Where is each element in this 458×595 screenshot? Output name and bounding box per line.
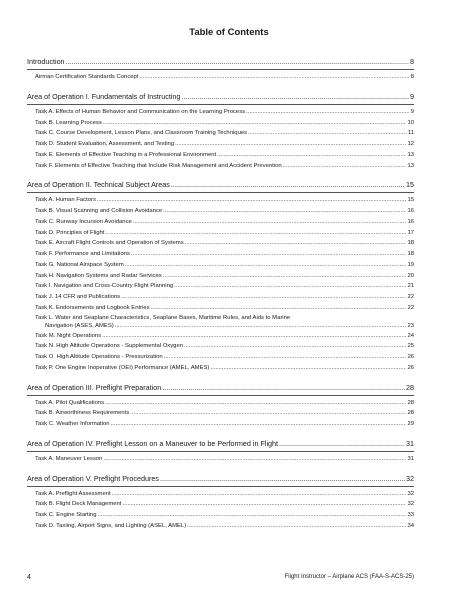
dot-leader (112, 489, 407, 500)
toc-entry[interactable] (27, 314, 414, 331)
toc-section (27, 374, 414, 430)
entry-title: Task F. Elements of Effective Teaching that Include Risk Management and Accident Prevention (35, 162, 282, 169)
toc-entry[interactable] (27, 206, 414, 217)
entry-page-number: 32 (407, 501, 414, 508)
entry-page-number: 13 (407, 151, 414, 158)
dot-leader (102, 331, 406, 342)
toc-section (27, 430, 414, 465)
entry-title: Task A. Effects of Human Behavior and Communication on the Learning Process (35, 108, 246, 115)
toc-entry[interactable] (27, 195, 414, 206)
entry-page-number: 19 (407, 261, 414, 268)
dot-leader (246, 107, 410, 118)
entry-title: Task H. Navigation Systems and Radar Services (35, 272, 162, 279)
toc-entry[interactable] (27, 303, 414, 314)
entry-title: Task A. Human Factors (35, 197, 96, 204)
toc-section (27, 465, 414, 532)
entry-title-continued: Navigation (ASES, AMES) (45, 322, 114, 329)
dot-leader (133, 217, 407, 228)
page-footer (27, 574, 414, 581)
toc-section-heading[interactable] (27, 382, 414, 394)
dot-leader (164, 352, 407, 363)
dot-leader (105, 228, 406, 239)
toc-entry[interactable] (27, 228, 414, 239)
toc-section-heading[interactable] (27, 473, 414, 485)
dot-leader (184, 341, 406, 352)
entry-page-number: 24 (407, 332, 414, 339)
entry-title: Task B. Learning Process (35, 119, 102, 126)
section-title: Area of Operation V. Preflight Procedures (27, 473, 159, 483)
toc-entry[interactable] (27, 139, 414, 150)
dot-leader (163, 271, 407, 282)
section-gap (27, 171, 414, 179)
entry-title: Task A. Pilot Qualifications (35, 399, 105, 406)
table-of-contents (27, 56, 414, 532)
toc-entry[interactable] (27, 341, 414, 352)
dot-leader (248, 128, 407, 139)
entry-title: Task C. Engine Starting (35, 512, 97, 518)
entry-page-number: 8 (410, 74, 414, 80)
entry-page-number: 26 (407, 354, 414, 360)
entry-title: Task G. National Airspace System (35, 261, 124, 268)
entry-page-number: 34 (407, 522, 414, 529)
dot-leader (111, 419, 407, 430)
dot-leader (115, 322, 407, 331)
dot-leader (217, 150, 406, 161)
entry-page-number: 21 (407, 283, 414, 290)
dot-leader (187, 521, 406, 532)
toc-entry[interactable] (27, 72, 414, 83)
entry-page-number: 16 (407, 208, 414, 214)
section-title: Area of Operation IV. Preflight Lesson on a Maneuver to be Performed in Flight (27, 438, 279, 448)
entry-title: Task D. Student Evaluation, Assessment, and Testing (35, 141, 175, 147)
section-divider (27, 395, 414, 396)
dot-leader (97, 195, 407, 206)
entry-title: Task P. One Engine Inoperative (OEI) Performance (AMEL, AMES) (35, 364, 210, 371)
dot-leader (174, 281, 406, 292)
toc-section-heading[interactable] (27, 91, 414, 103)
dot-leader (66, 56, 409, 68)
entry-page-number: 33 (407, 512, 414, 518)
toc-section-heading[interactable] (27, 56, 414, 68)
entry-page-number: 23 (407, 322, 414, 329)
toc-entry[interactable] (27, 107, 414, 118)
toc-entry[interactable] (27, 281, 414, 292)
section-page-number: 15 (406, 180, 414, 190)
dot-leader (139, 72, 409, 83)
dot-leader (163, 206, 406, 217)
section-divider (27, 104, 414, 105)
entry-title: Task C. Runway Incursion Avoidance (35, 218, 132, 225)
toc-entry[interactable] (27, 292, 414, 303)
entry-title: Task A. Preflight Assessment (35, 490, 111, 497)
toc-entry[interactable] (27, 150, 414, 161)
dot-leader (210, 363, 406, 374)
dot-leader (130, 408, 406, 419)
entry-title: Task D. Principles of Flight (35, 229, 105, 236)
entry-page-number: 28 (407, 399, 414, 406)
dot-leader (181, 91, 409, 103)
entry-title: Airman Certification Standards Concept (35, 74, 139, 80)
entry-page-number: 22 (407, 294, 414, 300)
dot-leader (171, 179, 405, 191)
section-page-number: 8 (410, 57, 414, 66)
entry-page-number: 32 (407, 490, 414, 497)
section-page-number: 9 (410, 91, 414, 101)
entry-title: Task D. Taxiing, Airport Signs, and Lighting (ASEL, AMEL) (35, 522, 187, 529)
entry-title: Task J. 14 CFR and Publications (35, 294, 121, 300)
dot-leader (122, 499, 406, 510)
section-title: Area of Operation I. Fundamentals of Instructing (27, 91, 181, 101)
entry-title: Task M. Night Operations (35, 332, 102, 339)
toc-entry[interactable] (27, 217, 414, 228)
entry-title: Task E. Aircraft Flight Controls and Operation of Systems (35, 240, 184, 247)
section-gap (27, 465, 414, 473)
section-gap (27, 430, 414, 438)
entry-page-number: 20 (407, 272, 414, 279)
entry-page-number: 16 (407, 218, 414, 225)
section-gap (27, 374, 414, 382)
entry-page-number: 10 (407, 119, 414, 126)
dot-leader (121, 292, 406, 303)
section-title: Area of Operation II. Technical Subject Areas (27, 180, 170, 190)
entry-page-number: 28 (407, 410, 414, 417)
section-page-number: 32 (406, 473, 414, 483)
entry-title: Task L. Water and Seaplane Characteristics, Seaplane Bases, Maritime Rules, and Aids to Marine (35, 314, 291, 321)
entry-page-number: 29 (407, 421, 414, 427)
entry-title: Task B. Airworthiness Requirements (35, 410, 130, 417)
entry-page-number: 13 (407, 162, 414, 169)
section-gap (27, 83, 414, 91)
dot-leader (105, 398, 406, 409)
section-divider (27, 69, 414, 70)
entry-page-number: 17 (407, 229, 414, 236)
toc-entry[interactable] (27, 499, 414, 510)
toc-entry[interactable] (27, 128, 414, 139)
entry-page-number: 25 (407, 343, 414, 350)
entry-page-number: 26 (407, 364, 414, 371)
toc-entry[interactable] (27, 510, 414, 521)
toc-section-heading[interactable] (27, 179, 414, 191)
page-title: Table of Contents (189, 27, 269, 38)
toc-entry[interactable] (27, 363, 414, 374)
dot-leader (185, 238, 407, 249)
entry-page-number: 15 (407, 197, 414, 204)
entry-page-number: 22 (407, 304, 414, 311)
toc-entry[interactable] (27, 331, 414, 342)
section-divider (27, 192, 414, 193)
toc-entry[interactable] (27, 161, 414, 172)
dot-leader (98, 510, 407, 521)
dot-leader (279, 438, 405, 450)
dot-leader (131, 249, 406, 260)
entry-title: Task O. High Altitude Operations - Pressurization (35, 354, 163, 360)
page-number: 4 (27, 574, 31, 581)
entry-title: Task N. High Altitude Operations - Supplemental Oxygen (35, 343, 183, 350)
entry-page-number: 18 (407, 240, 414, 247)
entry-title: Task B. Flight Deck Management (35, 501, 122, 508)
toc-entry[interactable] (27, 271, 414, 282)
section-divider (27, 451, 414, 452)
toc-entry[interactable] (27, 408, 414, 419)
entry-page-number: 31 (407, 455, 414, 462)
toc-entry[interactable] (27, 118, 414, 129)
toc-section (27, 56, 414, 83)
dot-leader (103, 454, 406, 465)
toc-entry[interactable] (27, 489, 414, 500)
entry-title: Task F. Performance and Limitations (35, 251, 130, 257)
section-divider (27, 486, 414, 487)
entry-title: Task K. Endorsements and Logbook Entries (35, 304, 150, 311)
entry-title: Task C. Course Development, Lesson Plans, and Classroom Training Techniques (35, 130, 248, 137)
entry-page-number: 18 (407, 251, 414, 257)
section-title: Introduction (27, 57, 65, 66)
toc-entry[interactable] (27, 419, 414, 430)
entry-title: Task I. Navigation and Cross-Country Flight Planning (35, 283, 174, 290)
dot-leader (162, 382, 405, 394)
toc-entry[interactable] (27, 249, 414, 260)
toc-entry[interactable] (27, 238, 414, 249)
dot-leader (103, 118, 407, 129)
document-title: Flight Instructor – Airplane ACS (FAA-S-ACS-25) (284, 574, 414, 580)
dot-leader (175, 139, 406, 150)
entry-title: Task A. Maneuver Lesson (35, 455, 103, 462)
toc-entry[interactable] (27, 352, 414, 363)
entry-title: Task E. Elements of Effective Teaching in a Professional Environment (35, 151, 217, 158)
dot-leader (283, 161, 407, 172)
dot-leader (151, 303, 407, 314)
toc-section (27, 171, 414, 373)
toc-section-heading[interactable] (27, 438, 414, 450)
entry-page-number: 11 (407, 130, 414, 137)
dot-leader (125, 260, 407, 271)
toc-entry[interactable] (27, 260, 414, 271)
toc-section (27, 83, 414, 172)
entry-title: Task C. Weather Information (35, 421, 110, 427)
section-page-number: 28 (406, 382, 414, 392)
entry-page-number: 12 (407, 141, 414, 147)
entry-title: Task B. Visual Scanning and Collision Avoidance (35, 208, 163, 214)
section-page-number: 31 (406, 438, 414, 448)
toc-entry[interactable] (27, 398, 414, 409)
entry-page-number: 9 (410, 108, 414, 115)
section-title: Area of Operation III. Preflight Preparation (27, 382, 162, 392)
toc-entry[interactable] (27, 521, 414, 532)
toc-entry[interactable] (27, 454, 414, 465)
dot-leader (160, 473, 405, 485)
